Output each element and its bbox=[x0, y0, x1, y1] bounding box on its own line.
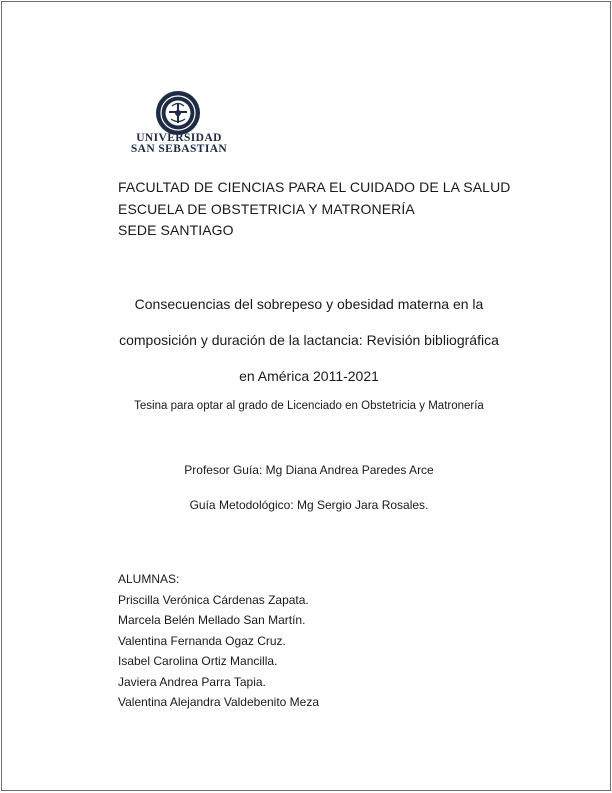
university-seal-icon bbox=[153, 90, 203, 136]
student-name: Isabel Carolina Ortiz Mancilla. bbox=[118, 654, 278, 668]
student-name: Priscilla Verónica Cárdenas Zapata. bbox=[118, 592, 309, 607]
thesis-title-line1: Consecuencias del sobrepeso y obesidad materna en la bbox=[134, 296, 484, 312]
student-name: Marcela Belén Mellado San Martín. bbox=[118, 613, 306, 627]
student-name: Valentina Alejandra Valdebenito Meza bbox=[118, 695, 320, 709]
student-name: Javiera Andrea Parra Tapia. bbox=[118, 674, 266, 689]
university-logo bbox=[120, 90, 238, 160]
students-heading: ALUMNAS: bbox=[118, 572, 180, 586]
advisor-methodology: Guía Metodológico: Mg Sergio Jara Rosales. bbox=[189, 498, 429, 512]
logo-text-line2: SAN SEBASTIAN bbox=[130, 143, 228, 155]
document-page bbox=[1, 1, 611, 791]
students-list bbox=[118, 569, 319, 713]
logo-text-line1: UNIVERSIDAD bbox=[136, 132, 222, 144]
student-name: Valentina Fernanda Ogaz Cruz. bbox=[118, 633, 286, 648]
faculty-name: FACULTAD DE CIENCIAS PARA EL CUIDADO DE LA SALUD bbox=[118, 179, 511, 195]
advisor-guide: Profesor Guía: Mg Diana Andrea Paredes Arce bbox=[184, 463, 434, 477]
thesis-title-line3: en América 2011-2021 bbox=[239, 368, 379, 384]
institution-header bbox=[118, 177, 511, 242]
thesis-title-line2: composición y duración de la lactancia: Revisión bibliográfica bbox=[119, 332, 499, 348]
school-name: ESCUELA DE OBSTETRICIA Y MATRONERÍA bbox=[118, 200, 415, 217]
thesis-subtitle: Tesina para optar al grado de Licenciado en Obstetricia y Matronería bbox=[134, 400, 484, 412]
campus-name: SEDE SANTIAGO bbox=[118, 222, 234, 238]
